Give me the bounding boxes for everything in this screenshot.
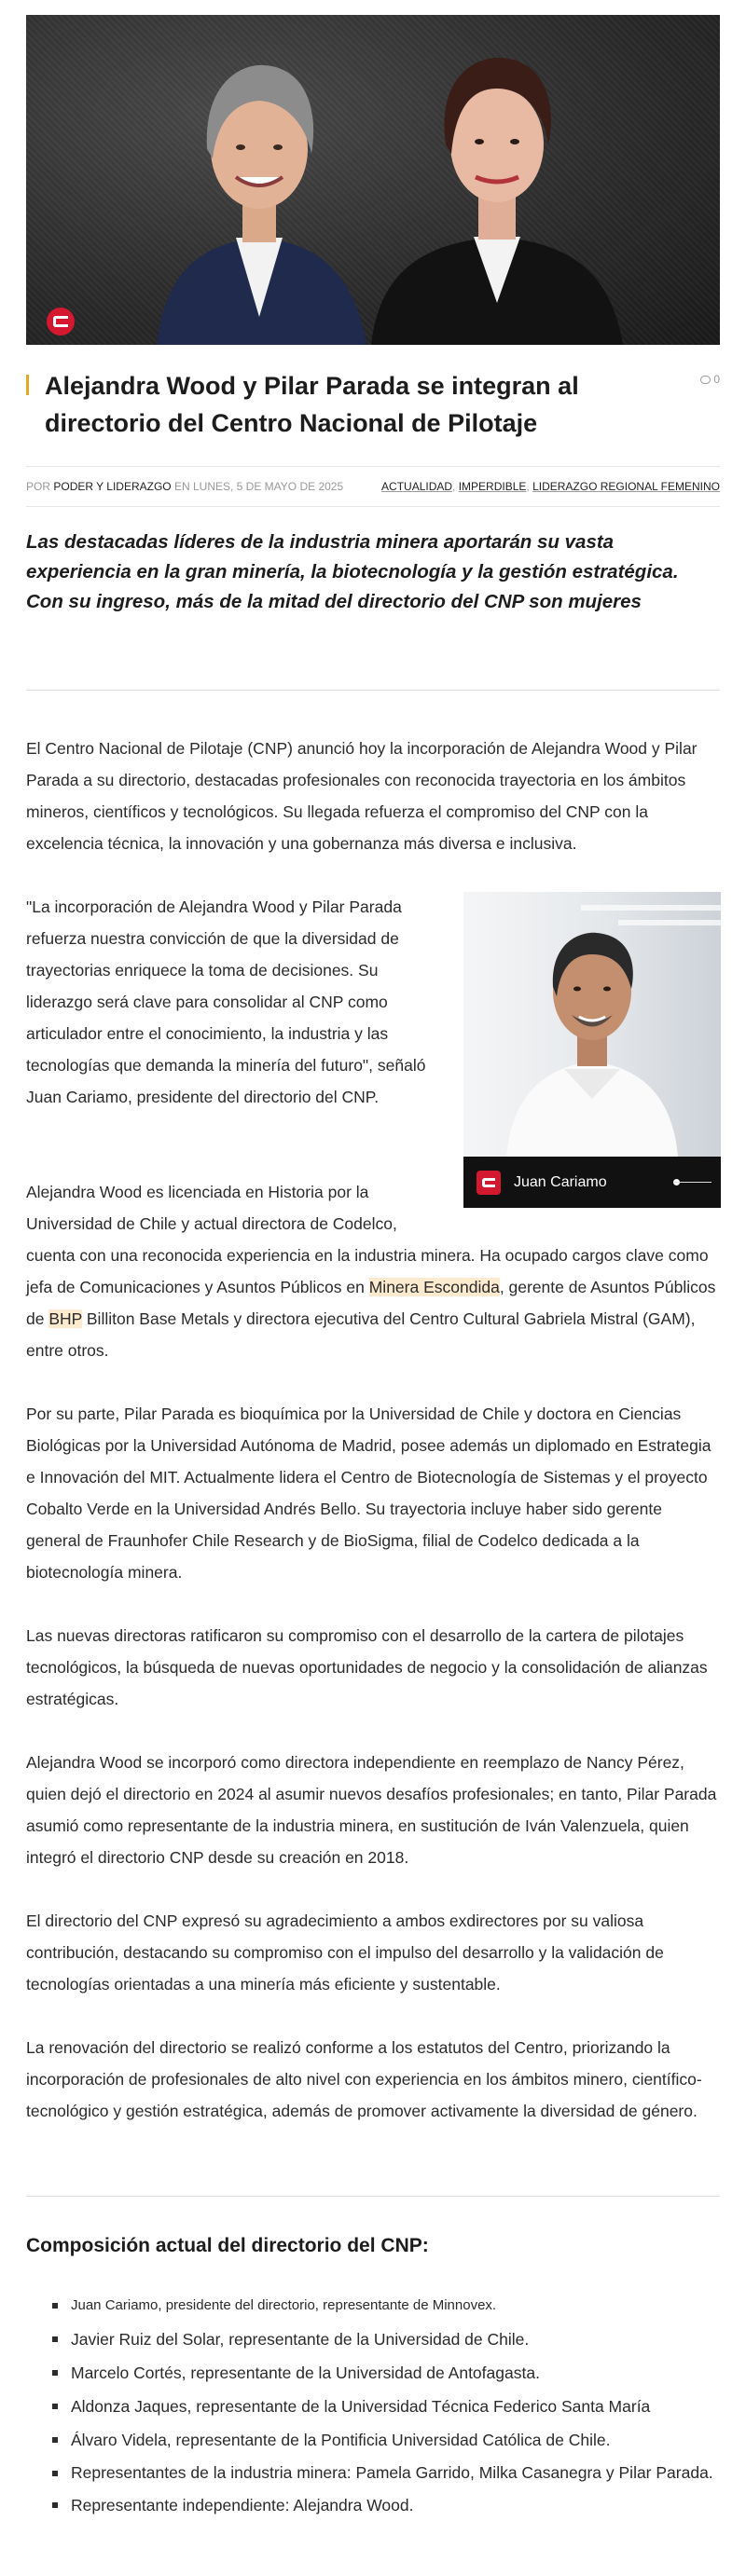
portrait-pilar-parada (362, 37, 632, 345)
paragraph: El directorio del CNP expresó su agradecimiento a ambos exdirectores por su valiosa contribución, destacando su compromiso con el impulso del desarrollo y la validación de tecnologías orientadas a una minería más eficiente y sustentable. (26, 1911, 664, 1994)
cnp-logo-icon (47, 308, 75, 336)
paragraph-wood-line1: Alejandra Wood es licenciada en Historia por la (26, 1183, 369, 1201)
highlight-bhp[interactable]: BHP (48, 1309, 83, 1328)
composition-list (47, 2289, 718, 2522)
comment-count-value: 0 (713, 373, 720, 386)
juan-cariamo-figure (463, 892, 721, 1208)
paragraph: Alejandra Wood se incorporó como directora independiente en reemplazo de Nancy Pérez, quien dejó el directorio en 2024 al asumir nuevos desafíos profesionales; en tanto, Pilar Parada asumió como representante de la industria minera, en sustitución de Iván Valenzuela, quien integró el directorio CNP desde su creación en 2018. (26, 1753, 717, 1867)
category-link-imperdible[interactable]: IMPERDIBLE (458, 480, 527, 493)
portrait-alejandra-wood (138, 37, 380, 345)
comment-count[interactable] (700, 373, 720, 386)
paragraph: La renovación del directorio se realizó conforme a los estatutos del Centro, priorizando la incorporación de profesionales de alto nivel con experiencia en los ámbitos minero, científico-tecnológico y gestión estratégica, además de promover activamente la diversidad de género. (26, 2038, 702, 2120)
list-item: Marcelo Cortés, representante de la Universidad de Antofagasta. (47, 2356, 718, 2390)
byline: POR PODER Y LIDERAZGO EN LUNES, 5 DE MAYO DE 2025 (26, 480, 344, 493)
author-link[interactable]: PODER Y LIDERAZGO (53, 480, 172, 493)
list-item: Juan Cariamo, presidente del directorio, representante de Minnovex. (47, 2289, 718, 2323)
paragraph: Las nuevas directoras ratificaron su compromiso con el desarrollo de la cartera de pilotajes tecnológicos, la búsqueda de nuevas oportunidades de negocio y la consolidación de alianzas estratégicas. (26, 1626, 708, 1708)
title-accent-bar (26, 375, 29, 395)
paragraph: Por su parte, Pilar Parada es bioquímica por la Universidad de Chile y doctora en Ciencias Biológicas por la Universidad Autónoma de Madrid, posee además un diplomado en Estrategia e Innovación del MIT. Actualmente lidera el Centro de Biotecnología de Sistemas y el proyecto Cobalto Verde en la Universidad Andrés Bello. Su trayectoria incluye haber sido gerente general de Fraunhofer Chile Research y de BioSigma, filial de Codelco dedicada a la biotecnología minera. (26, 1404, 711, 1582)
paragraph-wood-rest: cuenta con una reconocida experiencia en la industria minera. Ha ocupado cargos clave como jefa de Comunicaciones y Asuntos Públicos en Minera Escondida, gerente de Asuntos Públicos de BHP Billiton Base Metals y directora ejecutiva del Centro Cultural Gabriela Mistral (GAM), entre otros. (26, 1246, 716, 1360)
list-item: Aldonza Jaques, representante de la Universidad Técnica Federico Santa María (47, 2390, 718, 2423)
title-row (26, 367, 720, 442)
comment-icon (700, 376, 711, 384)
divider (26, 690, 720, 691)
quote-paragraph: "La incorporación de Alejandra Wood y Pilar Parada refuerza nuestra convicción de que la diversidad de trayectorias enriquece la toma de decisiones. Su liderazgo será clave para consolidar al CNP como articulador entre el conocimiento, la industria y las tecnologías que demanda la minería del futuro", señaló Juan Cariamo, presidente del directorio del CNP. (26, 897, 426, 1106)
paragraph: El Centro Nacional de Pilotaje (CNP) anunció hoy la incorporación de Alejandra Wood y Pilar Parada a su directorio, destacadas profesionales con reconocida trayectoria en los ámbitos mineros, científicos y tecnológicos. Su llegada refuerza el compromiso del CNP con la excelencia técnica, la innovación y una gobernanza más diversa e inclusiva. (26, 739, 698, 853)
article-meta (26, 466, 720, 507)
list-item: Representantes de la industria minera: Pamela Garrido, Milka Casanegra y Pilar Parada. (47, 2457, 718, 2488)
article-lead: Las destacadas líderes de la industria minera aportarán su vasta experiencia en la gran minería, la biotecnología y la gestión estratégica. Con su ingreso, más de la mitad del directorio del CNP son mujeres (26, 531, 679, 612)
cnp-badge-icon (477, 1171, 501, 1195)
portrait-juan-cariamo (499, 912, 685, 1157)
composition-title: Composición actual del directorio del CNP: (26, 2235, 429, 2256)
hero-image (26, 15, 720, 345)
highlight-minera-escondida[interactable]: Minera Escondida (368, 1278, 500, 1296)
figure-caption (463, 1157, 721, 1208)
list-item: Representante independiente: Alejandra Wood. (47, 2488, 718, 2522)
divider (26, 2196, 720, 2197)
paragraph-wood-line2: Universidad de Chile y actual directora de Codelco, (26, 1214, 397, 1233)
list-item: Álvaro Videla, representante de la Pontificia Universidad Católica de Chile. (47, 2423, 718, 2457)
category-links: ACTUALIDAD, IMPERDIBLE, LIDERAZGO REGIONAL FEMENINO (381, 480, 720, 493)
figure-caption-text: Juan Cariamo (514, 1173, 607, 1190)
list-item: Javier Ruiz del Solar, representante de la Universidad de Chile. (47, 2323, 718, 2356)
category-link-liderazgo[interactable]: LIDERAZGO REGIONAL FEMENINO (532, 480, 720, 493)
category-link-actualidad[interactable]: ACTUALIDAD (381, 480, 453, 493)
slider-track (674, 1182, 711, 1183)
article-title: Alejandra Wood y Pilar Parada se integran al directorio del Centro Nacional de Pilotaje (45, 372, 579, 437)
publish-date: EN LUNES, 5 DE MAYO DE 2025 (173, 480, 344, 493)
